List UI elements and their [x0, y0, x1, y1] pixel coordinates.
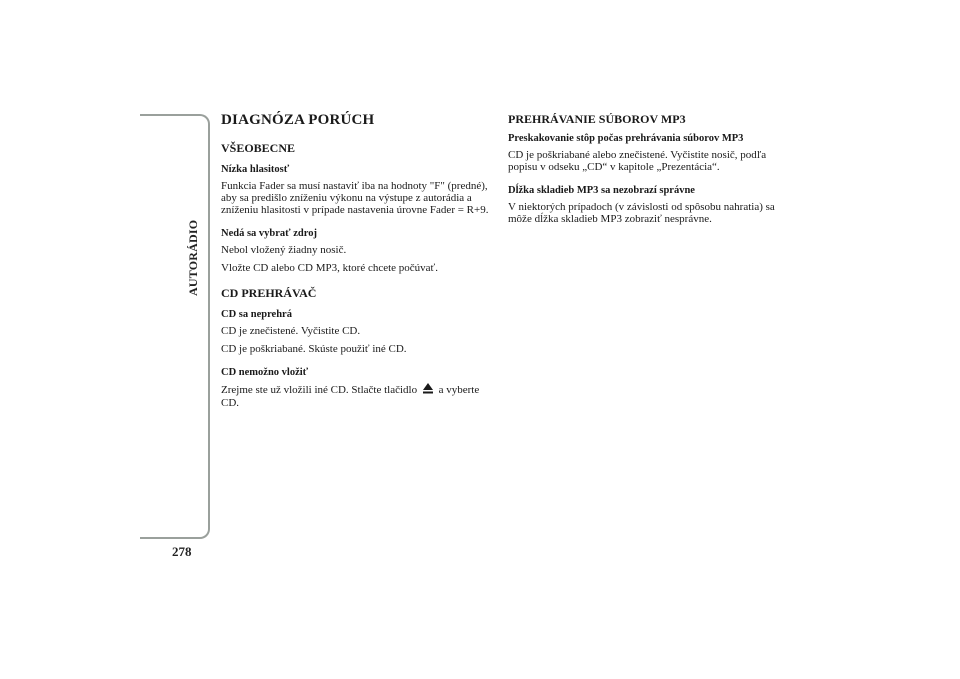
right-column — [508, 112, 778, 231]
mp3-skipping-text: CD je poškriabané alebo znečistené. Vyčistite nosič, podľa popisu v odseku „CD“ v kapitole „Prezentácia“. — [508, 149, 767, 173]
no-source-line1: Nebol vložený žiadny nosič. — [221, 244, 347, 256]
cd-cannot-insert-title: CD nemožno vložiť — [221, 367, 309, 378]
left-column — [221, 112, 491, 415]
cd-cannot-insert-text — [221, 383, 491, 409]
section-label: AUTORÁDIO — [186, 219, 200, 296]
page-number: 278 — [172, 544, 192, 559]
mp3-skipping-title: Preskakovanie stôp počas prehrávania súborov MP3 — [508, 133, 744, 144]
low-volume-title: Nízka hlasitosť — [221, 164, 290, 175]
cd-cannot-insert-text-before: Zrejme ste už vložili iné CD. Stlačte tlačidlo — [221, 384, 418, 396]
cd-cannot-insert-text-after: a vyberte CD. — [221, 384, 480, 409]
cd-player-section-title: CD PREHRÁVAČ — [221, 286, 317, 300]
general-section-title: VŠEOBECNE — [221, 141, 296, 155]
page-margin-frame — [140, 114, 210, 539]
page-heading: DIAGNÓZA PORÚCH — [221, 112, 375, 128]
mp3-length-title: Dĺžka skladieb MP3 sa nezobrazí správne — [508, 185, 695, 196]
no-source-line2: Vložte CD alebo CD MP3, ktoré chcete počúvať. — [221, 262, 439, 274]
mp3-section-title: PREHRÁVANIE SÚBOROV MP3 — [508, 112, 686, 126]
low-volume-text: Funkcia Fader sa musí nastaviť iba na hodnoty "F" (predné), aby sa predišlo zníženiu výkonu na výstupe z autorádia a zníženiu hlasitosti v prípade nastavenia úrovne Fader = R+9. — [221, 180, 489, 216]
cd-not-playing-line2: CD je poškriabané. Skúste použiť iné CD. — [221, 343, 407, 355]
mp3-length-text: V niektorých prípadoch (v závislosti od spôsobu nahratia) sa môže dĺžka skladieb MP3 zobraziť nesprávne. — [508, 201, 775, 225]
no-source-title: Nedá sa vybrať zdroj — [221, 228, 317, 239]
eject-icon — [423, 383, 433, 397]
cd-not-playing-line1: CD je znečistené. Vyčistite CD. — [221, 325, 361, 337]
cd-not-playing-title: CD sa neprehrá — [221, 309, 292, 320]
